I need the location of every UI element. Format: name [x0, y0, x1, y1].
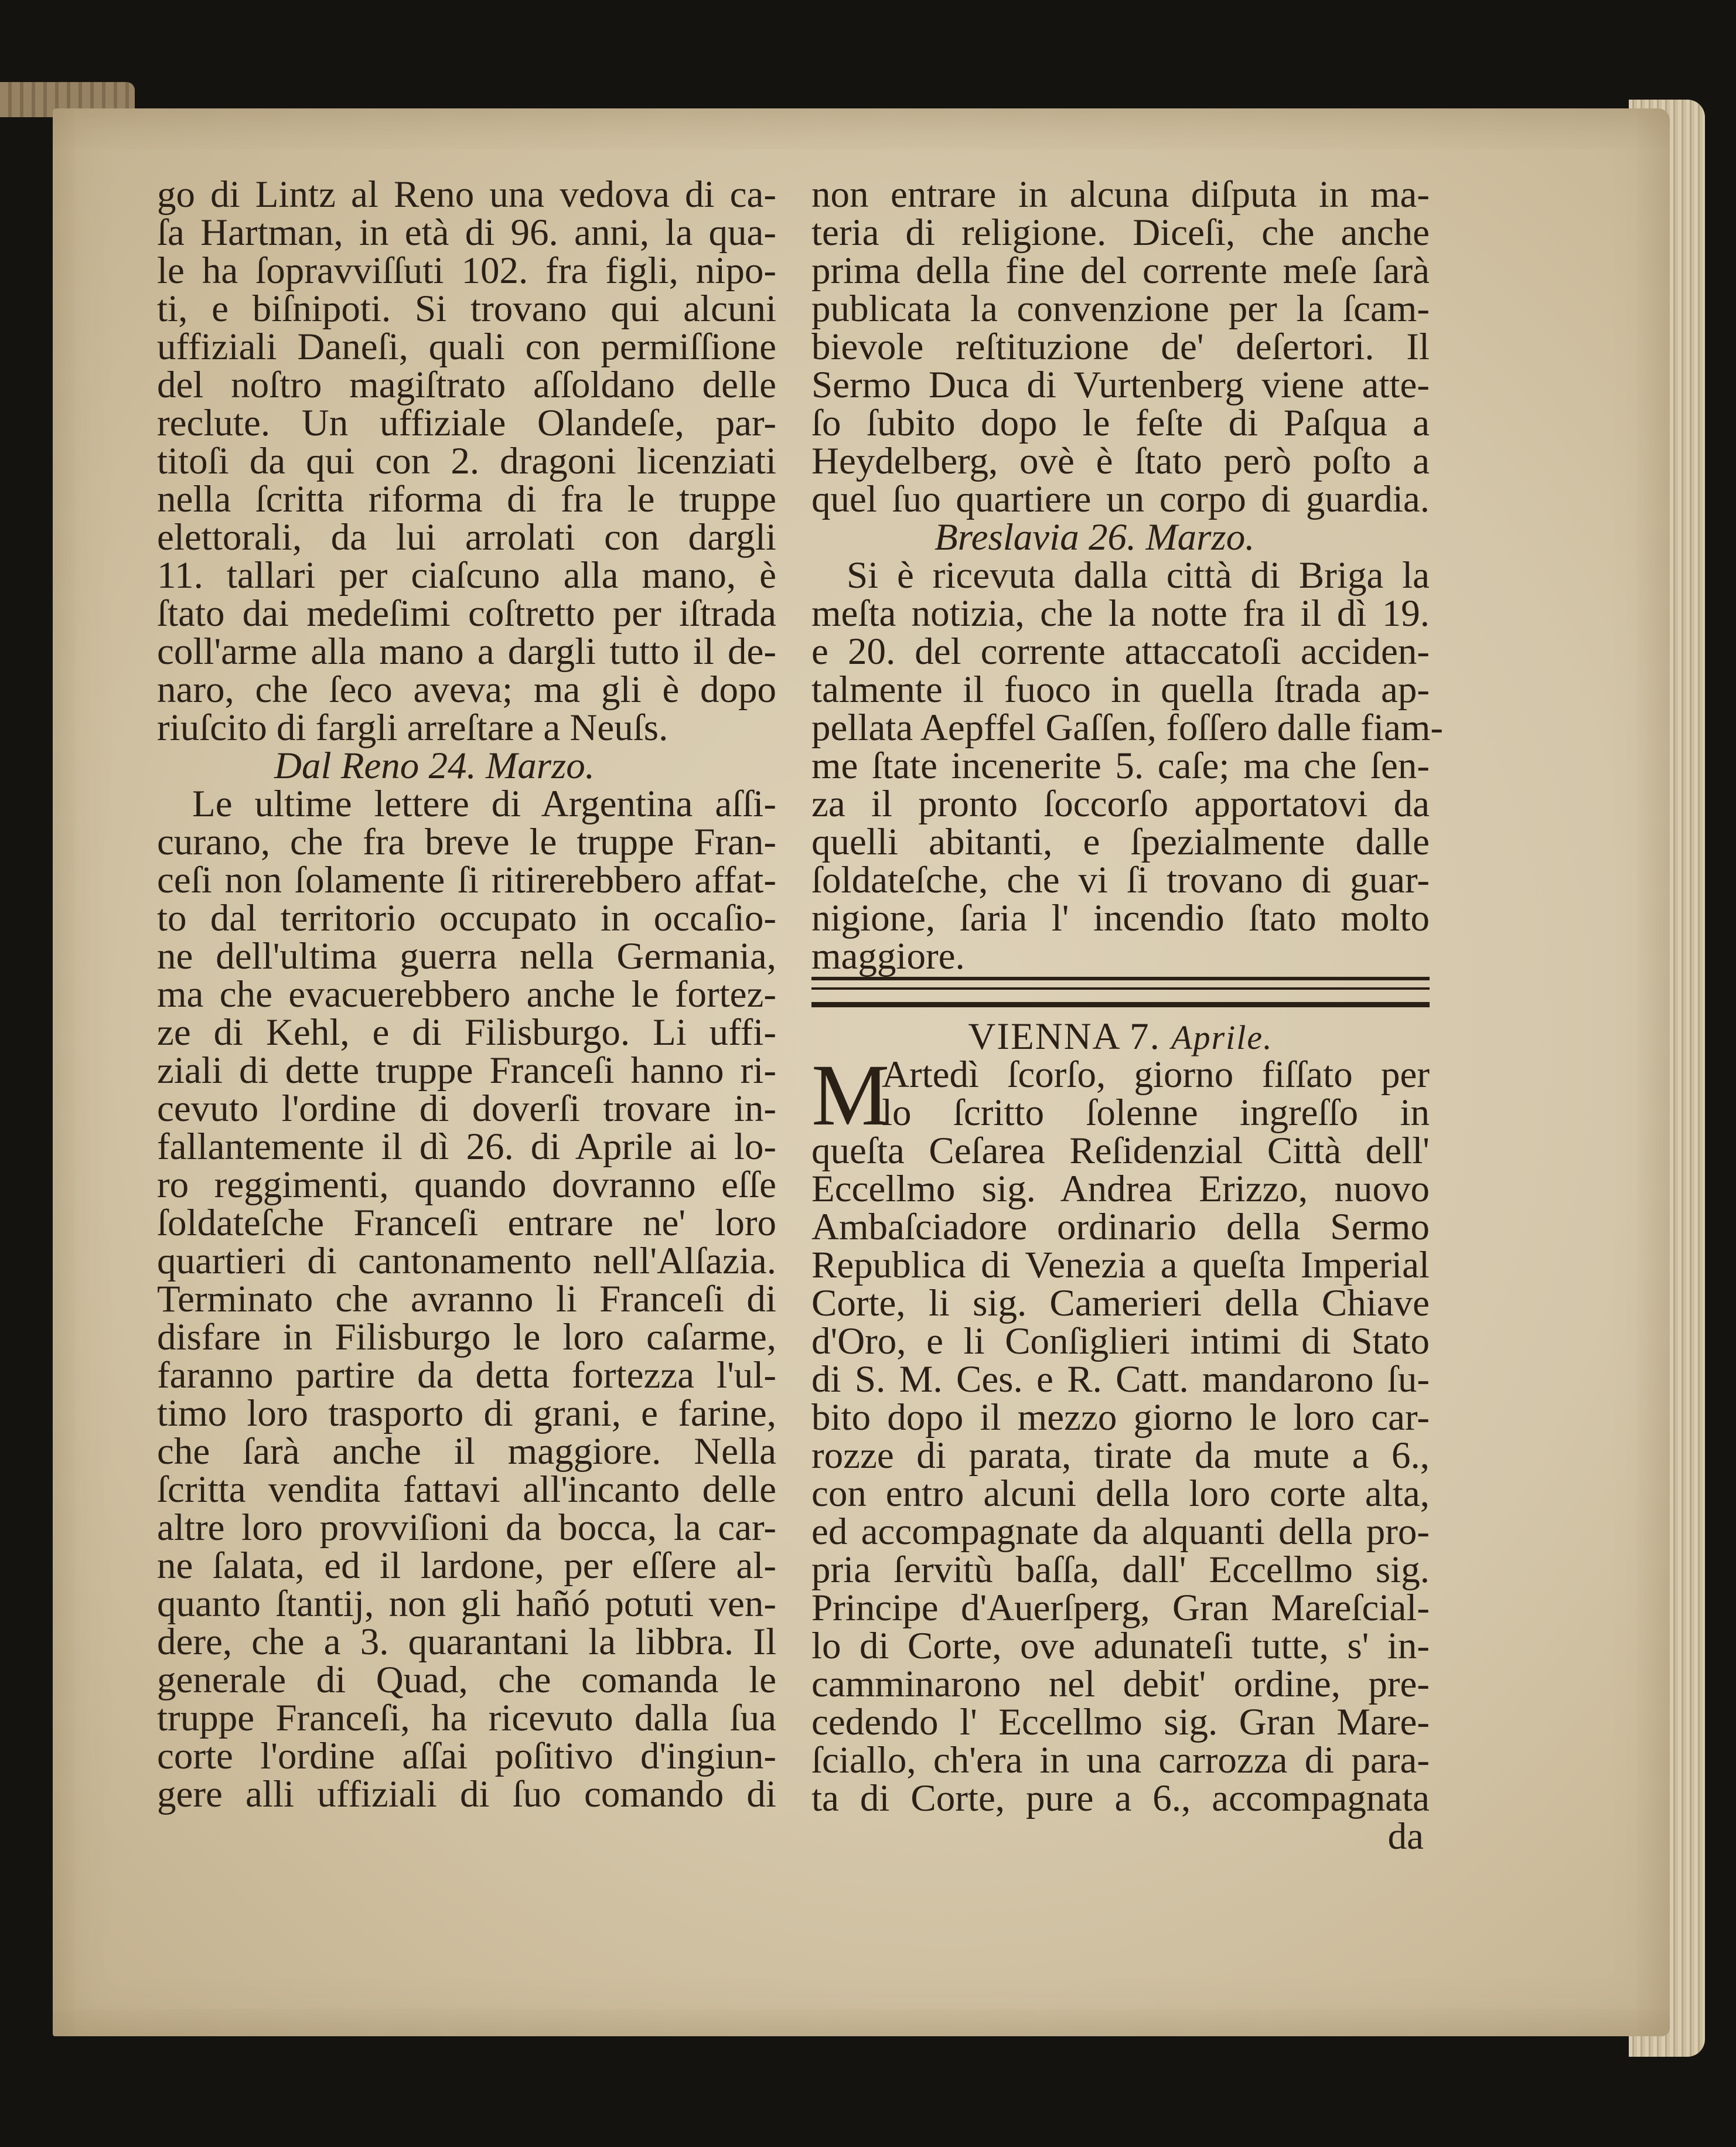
- text-line: Si è ricevuta dalla città di Briga la: [847, 554, 1430, 597]
- text-line: titoſi da qui con 2. dragoni licenziati: [157, 440, 776, 482]
- text-line: Principe d'Auerſperg, Gran Mareſcial-: [811, 1587, 1430, 1629]
- text-line: naro, che ſeco aveva; ma gli è dopo: [157, 669, 776, 711]
- text-line: teria di religione. Diceſi, che anche: [811, 212, 1430, 254]
- text-line: ſcritta vendita fattavi all'incanto delle: [157, 1468, 776, 1511]
- text-line: quel ſuo quartiere un corpo di guardia.: [811, 478, 1430, 520]
- text-line: faranno partire da detta fortezza l'ul-: [157, 1354, 776, 1396]
- text-line: me ſtate incenerite 5. caſe; ma che ſen-: [811, 745, 1430, 787]
- text-line: Le ultime lettere di Argentina aſſi-: [192, 783, 776, 825]
- text-line: disfare in Filisburgo le loro caſarme,: [157, 1316, 776, 1358]
- text-line: ma che evacuerebbero anche le fortez-: [157, 973, 776, 1015]
- text-line: Eccellmo sig. Andrea Erizzo, nuovo: [811, 1168, 1430, 1210]
- text-line: reclute. Un uffiziale Olandeſe, par-: [157, 402, 776, 444]
- text-line: le ha ſopravviſſuti 102. fra figli, nipo-: [157, 250, 776, 292]
- text-line: con entro alcuni della loro corte alta,: [811, 1473, 1430, 1515]
- text-line: bievole reſtituzione de' deſertori. Il: [811, 326, 1430, 368]
- text-line: di S. M. Ces. e R. Catt. mandarono ſu-: [811, 1358, 1430, 1400]
- text-line: ſa Hartman, in età di 96. anni, la qua-: [157, 212, 776, 254]
- text-line: 11. tallari per ciaſcuno alla mano, è: [157, 554, 776, 597]
- text-line: cevuto l'ordine di doverſi trovare in-: [157, 1088, 776, 1130]
- text-line: Terminato che avranno li Franceſi di: [157, 1278, 776, 1320]
- dateline: Breslavia 26. Marzo.: [934, 516, 1255, 558]
- text-line: Republica di Venezia a queſta Imperial: [811, 1244, 1430, 1286]
- text-line: ſtato dai medeſimi coſtretto per iſtrada: [157, 592, 776, 635]
- text-line: altre loro provviſioni da bocca, la car-: [157, 1507, 776, 1549]
- text-line: bito dopo il mezzo giorno le loro car-: [811, 1396, 1430, 1439]
- text-line: riuſcito di fargli arreſtare a Neuſs.: [157, 707, 669, 749]
- section-heading: [811, 1015, 1430, 1058]
- text-line: prima della fine del corrente meſe ſarà: [811, 250, 1430, 292]
- text-line: che ſarà anche il maggiore. Nella: [157, 1430, 776, 1473]
- text-line: cedendo l' Eccellmo sig. Gran Mare-: [811, 1701, 1430, 1743]
- text-line: queſta Ceſarea Reſidenzial Città dell': [811, 1130, 1430, 1172]
- text-line: camminarono nel debit' ordine, pre-: [811, 1663, 1430, 1705]
- text-line: ro reggimenti, quando dovranno eſſe: [157, 1164, 776, 1206]
- text-line: fallantemente il dì 26. di Aprile ai lo-: [157, 1126, 776, 1168]
- section-divider-rule: [811, 977, 1430, 1007]
- text-line: coll'arme alla mano a dargli tutto il de-: [157, 631, 776, 673]
- text-line: Sermo Duca di Vurtenberg viene atte-: [811, 364, 1430, 406]
- text-line: Ambaſciadore ordinario della Sermo: [811, 1206, 1430, 1248]
- drop-cap: M: [811, 1047, 890, 1144]
- text-line: Heydelberg, ovè è ſtato però poſto a: [811, 440, 1430, 482]
- heading-month: Aprile.: [1171, 1018, 1273, 1057]
- text-line: quelli abitanti, e ſpezialmente dalle: [811, 821, 1430, 863]
- text-line: elettorali, da lui arrolati con dargli: [157, 516, 776, 558]
- text-line: generale di Quad, che comanda le: [157, 1659, 776, 1701]
- text-line: ne ſalata, ed il lardone, per eſſere al-: [157, 1545, 776, 1587]
- text-line: rozze di parata, tirate da mute a 6.,: [811, 1434, 1430, 1477]
- text-line: d'Oro, e li Conſiglieri intimi di Stato: [811, 1320, 1430, 1362]
- text-line: talmente il fuoco in quella ſtrada ap-: [811, 669, 1430, 711]
- drop-cap-paragraph: [811, 1047, 1430, 1144]
- text-line: publicata la convenzione per la ſcam-: [811, 288, 1430, 330]
- text-line: ed accompagnate da alquanti della pro-: [811, 1511, 1430, 1553]
- text-line: ſciallo, ch'era in una carrozza di para-: [811, 1739, 1430, 1781]
- text-line: gere alli uffiziali di ſuo comando di: [157, 1773, 776, 1815]
- text-line: del noſtro magiſtrato aſſoldano delle: [157, 364, 776, 406]
- text-line: quartieri di cantonamento nell'Alſazia.: [157, 1240, 776, 1282]
- catchword: da: [1387, 1815, 1424, 1858]
- text-line: to dal territorio occupato in occaſio-: [157, 897, 776, 939]
- text-line: ſoldateſche, che vi ſi trovano di guar-: [811, 859, 1430, 901]
- right-column: [811, 173, 1444, 1858]
- text-line: ſoldateſche Franceſi entrare ne' loro: [157, 1202, 776, 1244]
- text-line: lo ſcritto ſolenne ingreſſo in: [882, 1092, 1430, 1134]
- heading-city-date: VIENNA 7.: [968, 1015, 1161, 1058]
- text-line: ze di Kehl, e di Filisburgo. Li uffi-: [157, 1011, 776, 1054]
- text-line: non entrare in alcuna diſputa in ma-: [811, 173, 1430, 216]
- text-line: pellata Aepffel Gaſſen, foſſero dalle fiam-: [811, 707, 1444, 749]
- text-line: ceſi non ſolamente ſi ritirerebbero affat-: [157, 859, 776, 901]
- dateline: Dal Reno 24. Marzo.: [274, 745, 595, 787]
- text-line: truppe Franceſi, ha ricevuto dalla ſua: [157, 1697, 776, 1739]
- text-line: meſta notizia, che la notte fra il dì 19.: [811, 592, 1430, 635]
- text-line: pria ſervitù baſſa, dall' Eccellmo sig.: [811, 1549, 1430, 1591]
- text-line: nigione, ſaria l' incendio ſtato molto: [811, 897, 1430, 939]
- text-line: Artedì ſcorſo, giorno fiſſato per: [882, 1054, 1430, 1096]
- text-line: ziali di dette truppe Franceſi hanno ri-: [157, 1049, 776, 1092]
- text-line: corte l'ordine aſſai poſitivo d'ingiun-: [157, 1735, 776, 1777]
- text-line: za il pronto ſoccorſo apportatovi da: [811, 783, 1430, 825]
- text-line: maggiore.: [811, 935, 965, 977]
- text-line: e 20. del corrente attaccatoſi acciden-: [811, 631, 1430, 673]
- text-line: lo di Corte, ove adunateſi tutte, s' in-: [811, 1625, 1430, 1667]
- left-column: [157, 173, 776, 1815]
- text-line: timo loro trasporto di grani, e farine,: [157, 1392, 776, 1434]
- text-line: dere, che a 3. quarantani la libbra. Il: [157, 1621, 776, 1663]
- text-line: uffiziali Daneſi, quali con permiſſione: [157, 326, 776, 368]
- text-line: ti, e biſnipoti. Si trovano qui alcuni: [157, 288, 776, 330]
- text-line: ne dell'ultima guerra nella Germania,: [157, 935, 776, 977]
- text-line: ſo ſubito dopo le feſte di Paſqua a: [811, 402, 1430, 444]
- text-line: Corte, li sig. Camerieri della Chiave: [811, 1282, 1430, 1324]
- text-line: curano, che fra breve le truppe Fran-: [157, 821, 776, 863]
- text-line: go di Lintz al Reno una vedova di ca-: [157, 173, 776, 216]
- text-line: ta di Corte, pure a 6., accompagnata: [811, 1777, 1430, 1819]
- text-line: quanto ſtantij, non gli hañó potuti ven-: [157, 1583, 776, 1625]
- text-line: nella ſcritta riforma di fra le truppe: [157, 478, 776, 520]
